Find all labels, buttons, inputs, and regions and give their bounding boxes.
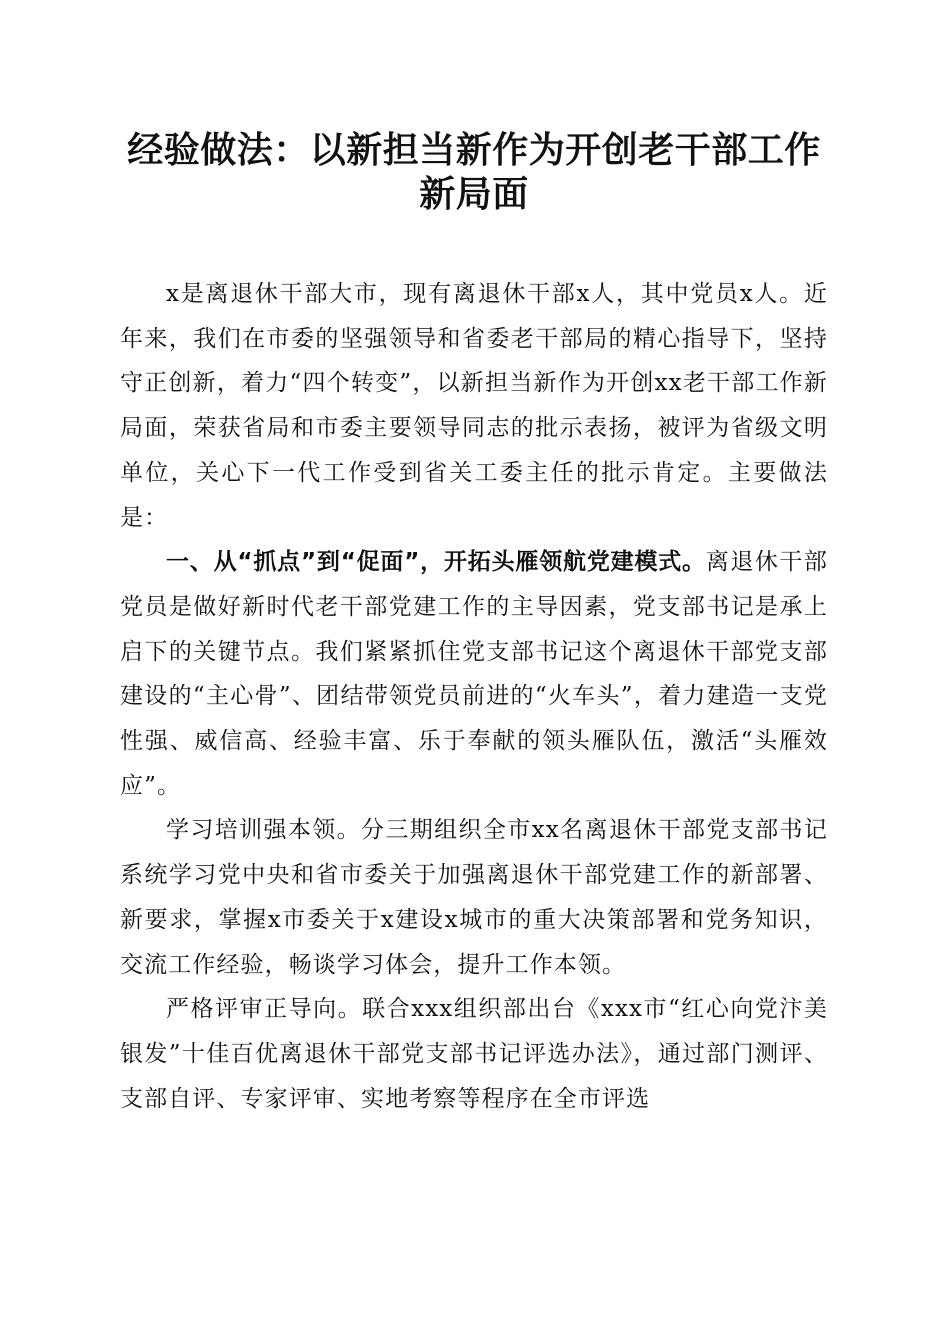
document-body xyxy=(120,272,828,1121)
section-one-text: 离退休干部党员是做好新时代老干部党建工作的主导因素，党支部书记是承上启下的关键节点。我们紧紧抓住党支部书记这个离退休干部党支部建设的“主心骨”、团结带领党员前进的“火车头”，着力建造一支党性强、威信高、经验丰富、乐于奉献的领头雁队伍，激活“头雁效应”。 xyxy=(120,549,828,799)
paragraph-intro-text: x是离退休干部大市，现有离退休干部x人，其中党员x人。近年来，我们在市委的坚强领导和省委老干部局的精心指导下，坚持守正创新，着力“四个转变”，以新担当新作为开创xx老干部工作新局面，荣获省局和市委主要领导同志的批示表扬，被评为省级文明单位，关心下一代工作受到省关工委主任的批示肯定。主要做法是： xyxy=(120,281,828,531)
paragraph-training-text: 学习培训强本领。分三期组织全市xx名离退休干部党支部书记系统学习党中央和省市委关于加强离退休干部党建工作的新部署、新要求，掌握x市委关于x建设x城市的重大决策部署和党务知识，交流工作经验，畅谈学习体会，提升工作本领。 xyxy=(120,817,828,978)
paragraph-review-text: 严格评审正导向。联合xxx组织部出台《xxx市“红心向党汴美银发”十佳百优离退休干部党支部书记评选办法》，通过部门测评、支部自评、专家评审、实地考察等程序在全市评选 xyxy=(120,996,828,1112)
paragraph-training xyxy=(120,808,828,987)
section-one-heading: 一、从“抓点”到“促面”，开拓头雁领航党建模式。 xyxy=(166,549,706,576)
paragraph-section-one xyxy=(120,540,828,808)
paragraph-review xyxy=(120,987,828,1121)
paragraph-intro xyxy=(120,272,828,540)
document-title: 经验做法：以新担当新作为开创老干部工作新局面 xyxy=(127,129,821,215)
